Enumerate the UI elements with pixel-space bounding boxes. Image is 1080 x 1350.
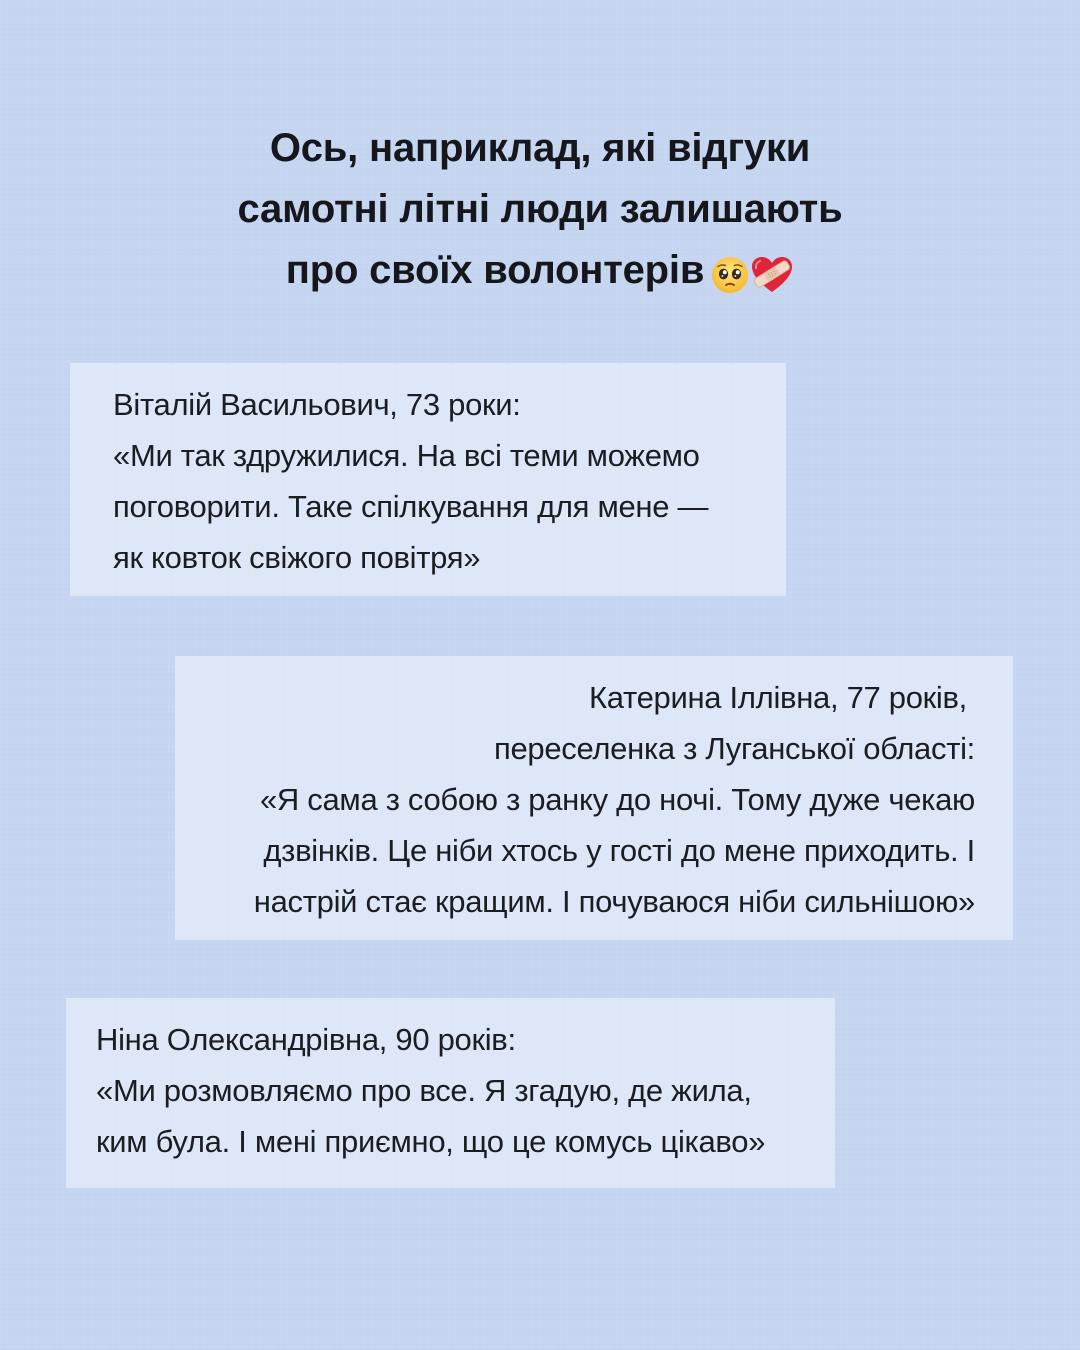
testimonial-quote-line: як ковток свіжого повітря» [113,540,481,575]
title-line: самотні літні люди залишають [237,187,843,231]
pleading-face-icon [710,255,750,295]
testimonial-quote-line: дзвінків. Це ніби хтось у гості до мене приходить. І [263,833,975,868]
title-line: Ось, наприклад, які відгуки [269,126,811,170]
testimonial-quote-line: ким була. І мені приємно, що це комусь цікаво» [96,1124,766,1159]
testimonial-quote-line: «Ми так здружилися. На всі теми можемо [113,438,700,473]
page-title [140,118,940,304]
testimonial-quote-line: поговорити. Таке спілкування для мене — [113,489,709,524]
testimonial-quote-line: «Я сама з собою з ранку до ночі. Тому дуже чекаю [259,782,975,817]
testimonial-card-kateryna [175,656,1013,940]
testimonial-quote-line: «Ми розмовляємо про все. Я згадую, де жила, [96,1073,752,1108]
emoji-group [710,243,794,304]
testimonial-card-nina [66,998,835,1188]
testimonial-author-detail: переселенка з Луганської області: [493,731,975,766]
mending-heart-icon [750,255,794,295]
title-line-text: про своїх волонтерів [285,248,705,292]
testimonial-author: Катерина Іллівна, 77 років, [589,680,967,715]
testimonial-author: Віталій Васильович, 73 роки: [113,387,521,422]
title-line-with-emoji [140,240,940,304]
testimonial-card-vitaliy [70,363,786,596]
testimonial-quote-line: настрій стає кращим. І почуваюся ніби сильнішою» [253,884,975,919]
testimonial-author: Ніна Олександрівна, 90 років: [96,1022,516,1057]
